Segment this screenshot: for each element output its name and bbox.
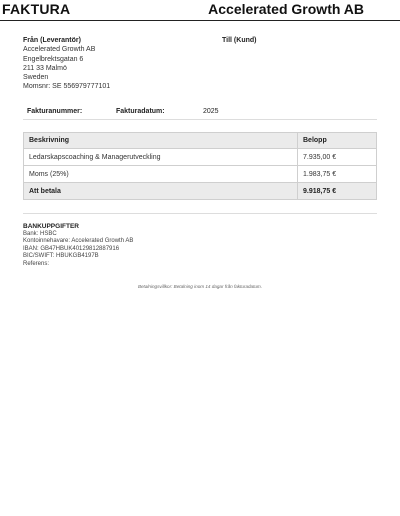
item-amount: 1.983,75 € (298, 166, 377, 183)
bank-heading: BANKUPPGIFTER (23, 223, 79, 230)
bank-line: IBAN: GB47HBUK40129812887916 (23, 245, 120, 252)
column-header-amount: Belopp (298, 133, 377, 149)
item-description: Moms (25%) (24, 166, 298, 183)
bank-line: Bank: HSBC (23, 230, 57, 237)
line-items-table (23, 132, 377, 200)
bank-line: Referens: (23, 260, 50, 267)
bank-line: Kontoinnehavare: Accelerated Growth AB (23, 238, 134, 245)
invoice-date-value: 2025 (203, 108, 219, 115)
invoice-header (0, 0, 400, 21)
supplier-label: Från (Leverantör) (23, 37, 81, 44)
company-name: Accelerated Growth AB (208, 1, 364, 17)
table-row (24, 149, 377, 166)
customer-block (222, 36, 256, 45)
invoice-number-label: Fakturanummer: (27, 108, 83, 115)
bank-line: BIC/SWIFT: HBUKGB4197B (23, 253, 99, 260)
supplier-line: Sweden (23, 74, 49, 82)
table-header-row (24, 133, 377, 149)
customer-label: Till (Kund) (222, 37, 257, 44)
item-description: Ledarskapscoaching & Managerutveckling (24, 149, 298, 166)
invoice-title: FAKTURA (2, 1, 71, 17)
total-row (24, 183, 377, 200)
supplier-line: 211 33 Malmö (23, 64, 67, 72)
payment-terms: Betalningsvillkor: Betalning inom 14 dagar från fakturadatum. (137, 284, 263, 289)
item-amount: 7.935,00 € (298, 149, 377, 166)
invoice-meta (23, 106, 377, 120)
supplier-line: Accelerated Growth AB (23, 46, 96, 54)
invoice-date-label: Fakturadatum: (116, 108, 165, 115)
table-row (24, 166, 377, 183)
total-amount: 9.918,75 € (298, 183, 377, 200)
total-label: Att betala (24, 183, 298, 200)
supplier-line: Momsnr: SE 556979777101 (23, 83, 111, 91)
column-header-description: Beskrivning (24, 133, 298, 149)
section-divider (23, 213, 377, 214)
bank-details (23, 223, 133, 269)
supplier-block (23, 36, 183, 92)
supplier-line: Engelbrektsgatan 6 (23, 55, 84, 63)
